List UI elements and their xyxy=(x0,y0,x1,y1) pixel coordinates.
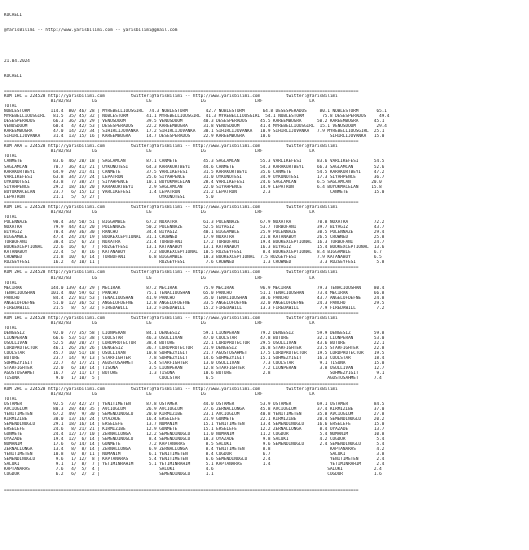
section-line: ========================================================================================================================================= xyxy=(4,199,359,205)
section-line: OSULLIVAN 52.5 30/ 20/ 27 | LORDPROTECTOR 38.4 BUTURE 22.1 LORDPROTECTOR 29.5 OSULLIVAN 43.6 BUTURE 22.1 xyxy=(4,341,385,347)
section-line: KAREEMBUGRA 47.0 14/ 22/ 34 | SIHIRLIJOVANKA 17.2 SIHIRLIJOVANKA 30.1 SIHIRLIJOVANKA 10.9 SIHIRLIJOVANKA 7.9 MYREBELLIOUSGIRL 25.1 xyxy=(4,129,385,135)
section-line: 81/82/83 LG LG LG LRF LA xyxy=(4,275,315,281)
section-line: COOLSTAR 45.7 10/ 51/ 18 | OSULLIVAN 10.8 SOHMEZYIGIT 21.7 AGUSTOSAHMET 17.5 LORDPROTECTOR 19.5 LORDPROTECTOR 19.5 xyxy=(4,351,385,357)
section-line: TISONA 9.0 1/ 10/ 5 | COOLSTAR 6.5 AGUSTOSAHMET 7.4 xyxy=(4,376,382,382)
section-line: ========================================================================================================================================= xyxy=(4,139,359,145)
section-line: KIRMIZIBE 30.0 13/ 16/ 24 | OYAZADE 16.4 ERSELEFE 21.9 GUNMETE 22.1 KIRMIZIBE 20.4 SEMENDINOGLU 20.2 xyxy=(4,416,385,422)
section-line: KUM 1HC = 224528 http://yarisbilimi.com twitter:@YarisBilimi -- http://www.yarisbilimi.com twitter:@YarisBilimi xyxy=(4,204,338,210)
section-line: NUMANIM 17.6 6/ 14/ 14 | GUNMETE 7.2 KAPTANARAS 8.5 SALUKI 9.6 SEMENDINOGLU 2.4 SEMENDINOGLU 5.4 xyxy=(4,442,385,448)
section-line: KARAKURTBEYI 64.9 29/ 21/ 41 | CANMETE 37.5 VARLIKEFESI 31.5 KARAKURTBEYI 35.6 CANMETE 54.5 KARAKURTBEYI 47.2 xyxy=(4,169,385,175)
race-section xyxy=(4,89,525,139)
section-line: TOTAL xyxy=(4,154,318,160)
section-line: 81/82/83 LG LG LG LRF LA xyxy=(4,98,315,104)
section-line: AVCIOGLUM 80.3 28/ 40/ 35 | AVCIOGLUM 26.9 AVCIOGLUM 27.6 ZERNALLONGA 45.8 AVCIOGLUM 37.4 KIRMIZIBE 37.0 xyxy=(4,406,385,412)
section-line: SAGLAMCAN 70.7 36/ 41/ 21 | UYKUNOTESI 64.3 KARAKURTBEYI 44.6 CANMETE 54.3 KARAKURTBEYI 66.3 SAGLAMCAN 52.6 xyxy=(4,164,385,170)
section-line: BIYAGIZ 70.4 39/ 36/ 30 | RANCHO 34.4 BIYAGIZ 40.1 BIGGAMBLE 25.9 POLENNAZE 30.5 POLENNAZE 29.4 xyxy=(4,230,385,236)
section-line: ========================================================================================================================================= xyxy=(4,88,359,94)
section-line: KAPTANARAS 7.6 4/ 5/ 4 | SALUKI 4.6 SALUKI 2.4 xyxy=(4,467,382,473)
section-line: SIYAHPENCE 29.2 18/ 16/ 20 | KARAKURTBEYI 2.9 SAGLAMCAN 22.0 SIYAHPENCE 14.9 LEPATRON 6.4 BUYUKMACELAN 15.8 xyxy=(4,184,382,190)
section-line: GUNMETE 24.4 12/ 17/ 10 | ZERNALLONGA 12.2 SEMENDINOGLU 11.0 NUMANIM 11.2 COGDUR 5.4 NUMANIM 10.8 xyxy=(4,431,385,437)
section-line: TOTAL xyxy=(4,326,318,331)
section-line: OSTAMER 92.5 73/ 42/ 27 | YENITIMETEN 87.8 OSTAMER 44.0 OSTAMER 53.9 OSTAMER 69.1 OSTAMER 84.5 xyxy=(4,401,385,407)
section-line: TOTAL xyxy=(4,396,318,402)
section-line: KUM 1HC = 224528 http://yarisbilimi.com twitter:@YarisBilimi -- http://www.yarisbilimi.com twitter:@YarisBilimi xyxy=(4,93,338,99)
section-line: MECIRAK 144.0 139/ 43/ 29 | MECIRAK 87.2 MECIRAK 75.9 MECIRAK 96.9 MECIRAK 79.3 TENACIOUSHAN 80.4 xyxy=(4,285,385,291)
section-line: BUYUKMACELAN 23.7 6/ 15/ 12 | VARLIKEFESI 1.4 LEPATRON 21.2 LEPATRON 2.3 CANMETE 15.0 xyxy=(4,189,385,195)
section-line: DENGESIZ 92.0 77/ 35/ 58 | LIONPERAN 84.1 DENGESIZ 59.1 LIONPERAN 79.2 DENGESIZ 59.9 DENGESIZ 59.8 xyxy=(4,331,385,337)
section-line: TURBOFANI 30.4 15/ 6/ 23 | NOXATRA 21.4 TURBOFANI 17.2 TURBOFANI 19.4 BOOKEXCEPTIONAL 16.3 TURBOFANI 24.7 xyxy=(4,240,385,246)
header-track: KOCAELI xyxy=(4,73,23,79)
section-line: LIONPERAN 66.6 53/ 51/ 38 | COOLSTAR 46.3 OSULLIVAN 47.0 COOLSTAR 47.8 BUTURE 32.1 LIONPERAN 53.0 xyxy=(4,336,385,342)
header-date: 21.04.2024 xyxy=(4,58,30,64)
race-section xyxy=(4,200,525,266)
section-line: YENITIMETEN 67.2 49/ 9/ 30 | SEMENDINOGLU 20.0 KIRMIZIBE 23.1 AVCIOGLUM 40.8 YENITIMETEN 35.8 AVCIOGLUM 27.8 xyxy=(4,411,385,417)
section-line: KUM ARA = 224528 http://yarisbilimi.com twitter:@YarisBilimi -- http://www.yarisbilimi.com twitter:@YarisBilimi xyxy=(4,144,338,150)
section-line: STARFIGHTER 22.0 6/ 18/ 14 | TISONA 3.5 LIONPERAN 12.8 STARFIGHTER 7.2 LIONPERAN 3.8 OSULLIVAN 12.7 xyxy=(4,366,385,372)
section-line: ERSELEFE 24.6 8/ 21/ 21 | KIRMIZIBE 12.9 GUNMETE 15.1 ERSELEFE 12.2 ZERNALLONGA 8.4 OYAZADE 13.7 xyxy=(4,426,385,432)
section-line: ========================================================================================================================================= xyxy=(4,310,359,316)
section-line: DESESPERADOS 66.3 36/ 26/ 29 | VENUSDOOM 39.5 VENUSDOOM 40.3 DESESPERADOS 45.5 KAREEMBUGRA 50.2 KAREEMBUGRA 45.1 xyxy=(4,119,385,125)
race-section xyxy=(4,265,525,310)
section-line: SOHMEZYIGIT 22.7 4/ 17/ 21 | AGUSTOSAHMET 5.4 STARFIGHTER 13.0 OSULLIVAN 7.3 COOLSTAR 9.1 TISONA 15.0 xyxy=(4,361,385,367)
section-line: OYAZADE 19.4 12/ 6/ 14 | SEMENDINOGLU 8.4 SEMENDINOGLU 10.3 OYAZADE 9.8 SALUKI 4.2 COGDUR 5.4 xyxy=(4,437,385,443)
footer-rule: ========================================================================================================================================= xyxy=(4,487,359,493)
section-line: ========================================================================================================================================= xyxy=(4,381,359,387)
section-line: 81/82/83 LG LG LG LRF LA xyxy=(4,209,315,215)
section-line: 81/82/83 LG LG LG LRF LA xyxy=(4,391,315,397)
section-line: ZERNALLONGA 13.4 8/ 8/ 14 | ZERNALLONGA 6.9 ZERNALLONGA 8.4 YENITIMETEN 8.8 KAPTANARAS 4.2 xyxy=(4,447,385,453)
section-line: ========================================================================================================================================= xyxy=(4,265,359,271)
section-line: SALUKI 9.1 1/ 8/ 7 | YETIMINRAHIM 5.1 YETIMINRAHIM 5.1 KAPTANARAS 1.4 YETIMINRAHIM 2.4 xyxy=(4,462,385,468)
race-sections xyxy=(4,89,525,478)
header-contact: @YarisBilimi -- http://www.yarisbilimi.com -- yarisbilimi@gmail.com xyxy=(4,28,178,34)
section-line: SEMENDINOGLU 9.6 1/ 12/ 8 | KAPTANARAS 5.4 YENITIMETEN 6.6 SEMENDINOGLU 2.4 YENITIMETEN 2.4 xyxy=(4,457,385,463)
section-line: CANMETE 83.6 46/ 20/ 18 | SAGLAMCAN 87.1 CANMETE 45.3 SAGLAMCAN 55.3 VARLIKEFESI 83.6 VARLIKEFESI 54.5 xyxy=(4,159,385,165)
section-line: KUM 1HC = 224528 http://yarisbilimi.com twitter:@YarisBilimi -- http://www.yarisbilimi.com twitter:@YarisBilimi xyxy=(4,315,338,321)
section-line: SIHIRLIJOVANKA 31.4 13/ 15/ 16 | KAREEMBUGRA 14.7 DESESPERADOS 22.9 KAREEMBUGRA 10.6 SIHIRLIJOVANKA 15.0 xyxy=(4,134,385,140)
section-line: POLENNAZE 90.4 34/ 50/ 51 | BIGGAMBLE 67.2 NOXATRA 61.3 POLENNAZE 67.9 NOXATRA 70.8 NOXATRA 72.2 xyxy=(4,220,385,226)
section-line: MYREBELLIOUSGIRL 81.5 35/ 45/ 32 | NOBLESTORM 41.1 MYREBELLIOUSGIRL 41.3 MYREBELLIOUSGIRL 54.1 NOBLESTORM 75.8 DESESPERADOS 49.4 xyxy=(4,114,390,120)
section-line: ANGELOFDEFNE 51.0 12/ 36/ 52 | ANGELOFDEFNE 12.8 ANGELOFDEFNE 33.5 ANGELOFDEFNE 32.0 ANGELOFDEFNE 24.3 PANCHO 29.5 xyxy=(4,300,385,306)
section-line: NOXATRA 79.9 44/ 41/ 20 | POLENNAZE 50.2 POLENNAZE 52.5 BIYAGIZ 53.7 TURBOFANI 39.7 BIYAGIZ 43.7 xyxy=(4,225,385,231)
section-line: BOOKEXCEPTIONAL 22.6 16/ 6/ 7 | RUZGEYFESI 13.1 KATANABOY 13.1 KATANABOY 16.3 BIYAGIZ 15.4 BOOKEXCEPTIONAL 13.6 xyxy=(4,245,385,251)
section-line: VARLIKEFESI 63.8 34/ 27/ 24 | LEPATRON 25.6 SIYAHPENCE 31.0 UYKUNOTESI 34.9 UYKUNOTESI 17.3 SIYAHPENCE 36.7 xyxy=(4,174,385,180)
section-line: KUM 2HC = 224528 http://yarisbilimi.com twitter:@YarisBilimi -- http://www.yarisbilimi.com twitter:@YarisBilimi xyxy=(4,386,338,392)
blank-line xyxy=(4,43,525,48)
race-section xyxy=(4,139,525,200)
section-line: UYKUNOTESI 43.8 7/ 38/ 27 | SIYAHPENCE 10.1 BUYUKMACELAN 28.4 VARLIKEFESI 24.6 SAGLAMCAN 6.5 SAGLAMCAN 20.0 xyxy=(4,179,382,185)
section-line: RUZGEYFESI 16.2 4/ 10/ 11 | RUZGEYFESI 7.6 CROWNED 1.3 CROWNED 3.3 RUZGEYFESI 5.8 xyxy=(4,260,385,266)
section-line: BUTURE 23.7 14/ 9/ 13 | STARFIGHTER 7.8 SOHMEZYIGIT 14.6 SOHMEZYIGIT 15.1 SOHMEZYIGIT 16.3 COOLSTAR 18.4 xyxy=(4,356,385,362)
section-line: LORDPROTECTOR 46.1 26/ 26/ 26 | DENGESIZ 36.7 LORDPROTECTOR 21.9 DENGESIZ 26.8 STARFIGHTER 23.5 STARFIGHTER 22.8 xyxy=(4,346,385,352)
section-line: LEPATRON 21.1 5/ 5/ 27 | UYKUNOTESI 5.0 xyxy=(4,194,333,200)
section-line: KUM 2HC = 224528 http://yarisbilimi.com twitter:@YarisBilimi -- http://www.yarisbilimi.com twitter:@YarisBilimi xyxy=(4,270,338,276)
section-line: SEMENDINOGLU 29.1 18/ 16/ 14 | ERSELEFE 13.7 NUMANIM 15.1 YENITIMETEN 13.4 SEMENDINOGLU 16.6 ERSELEFE 15.0 xyxy=(4,421,385,427)
section-line: BIGGAMBLE 47.4 24/ 24/ 19 | BOOKEXCEPTIONAL 31.1 CROWNED 17.9 NOXATRA 21.8 KATANABOY 26.5 CROWNED 25.8 xyxy=(4,235,385,241)
section-line: VENUSDOOM 60.4 4/ 42/ 53 | DESESPERADOS 22.2 KAREEMBUGRA 31.8 VENUSDOOM 41.4 MYREBELLIOUSGIRL 15.1 VENUSDOOM 29.4 xyxy=(4,124,387,130)
section-line: COGDUR 6.2 6/ 2/ 2 | SEMENDINOGLU 1.1 COGDUR 1.6 xyxy=(4,472,382,478)
section-line: 81/82/83 LG LG LG LRF LA xyxy=(4,149,315,155)
section-line: TOTAL xyxy=(4,103,318,109)
section-line: KATANABOY 22.4 5/ 8/ 16 | KATANABOY 7.2 BOOKEXCEPTIONAL 10.5 RUZGEYFESI 8.4 BOOKEXCEPTIONAL 8.4 BIGGAMBLE 6.7 xyxy=(4,250,382,256)
section-line: NOBLESTORM 114.4 80/ 46/ 28 | MYREBELLIOUSGIRL 74.3 NOBLESTORM 42.7 NOBLESTORM 64.8 DESESPERADOS 80.1 NOBLESTORM 65.1 xyxy=(4,108,387,114)
race-section xyxy=(4,311,525,382)
section-line: TOTAL xyxy=(4,280,318,286)
section-line: YENITIMETEN 10.8 0/ 8/ 11 | NUMANIM 6.1 YENITIMETEN 8.4 COGDUR 6.7 SALUKI 3.8 xyxy=(4,452,385,458)
section-line: TENACIOUSHAN 101.4 40/ 59/ 62 | PANCHO 75.1 TENACIOUSHAN 65.0 PANCHO 51.1 TENACIOUSHAN 73.4 MECIRAK 66.8 xyxy=(4,290,385,296)
section-line: FIREDAWILL 21.5 8/ 5/ 32 | FIREDAWILL 13.2 FIREDAWILL 15.2 FIREDAWILL 13.3 FIREDAWILL 7.9 FIREDAWILL 7.2 xyxy=(4,305,385,311)
race-section xyxy=(4,382,525,478)
section-line: AGUSTOSAHMET 16.7 2/ 11/ 17 | BUTURE 1.3 TISONA 10.6 BUTURE 2.8 SOHMEZYIGIT 9.1 xyxy=(4,371,385,377)
section-line: PANCHO 84.4 22/ 81/ 53 | TENACIOUSHAN 41.9 PANCHO 35.0 TENACIOUSHAN 38.6 PANCHO 43.7 ANGELOFDEFNE 24.8 xyxy=(4,295,385,301)
header-name: KOCAELI xyxy=(4,13,23,19)
section-line: CROWNED 21.8 10/ 6/ 14 | TURBOFANI 6.8 BIGGAMBLE 10.3 BOOKEXCEPTIONAL 7.5 RUZGEYFESI 7.9 KATANABOY 6.5 xyxy=(4,255,382,261)
section-line: TOTAL xyxy=(4,214,318,220)
section-line: 81/82/83 LG LG LG LRF LA xyxy=(4,320,315,326)
